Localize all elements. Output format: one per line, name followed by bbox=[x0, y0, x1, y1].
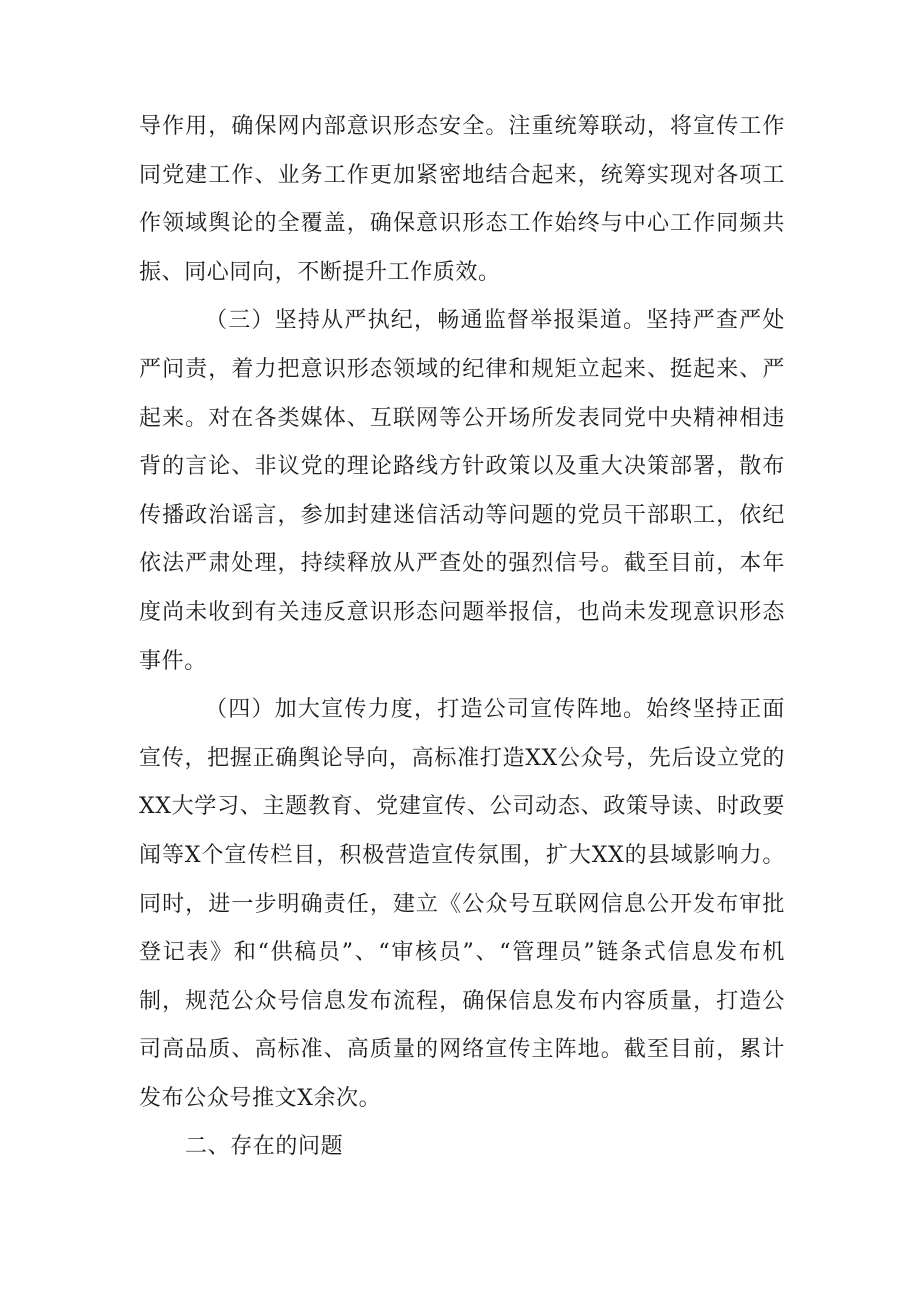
paragraph-continuation: 导作用，确保网内部意识形态安全。注重统筹联动，将宣传工作同党建工作、业务工作更加紧密地结合起来，统筹实现对各项工作领域舆论的全覆盖，确保意识形态工作始终与中心工作同频共振、同心同向，不断提升工作质效。 bbox=[139, 114, 785, 285]
document-body bbox=[139, 103, 785, 1172]
section-heading: 二、存在的问题 bbox=[185, 1134, 344, 1160]
paragraph-section-four: （四）加大宣传力度，打造公司宣传阵地。始终坚持正面宣传，把握正确舆论导向，高标准打造XX公众号，先后设立党的XX大学习、主题教育、党建宣传、公司动态、政策导读、时政要闻等X个宣传栏目，积极营造宣传氛围，扩大XX的县域影响力。同时，进一步明确责任，建立《公众号互联网信息公开发布审批登记表》和“供稿员”、“审核员”、“管理员”链条式信息发布机制，规范公众号信息发布流程，确保信息发布内容质量，打造公司高品质、高标准、高质量的网络宣传主阵地。截至目前，累计发布公众号推文X余次。 bbox=[139, 697, 785, 1111]
paragraph-section-three: （三）坚持从严执纪，畅通监督举报渠道。坚持严查严处严问责，着力把意识形态领域的纪律和规矩立起来、挺起来、严起来。对在各类媒体、互联网等公开场所发表同党中央精神相违背的言论、非议党的理论路线方针政策以及重大决策部署，散布传播政治谣言，参加封建迷信活动等问题的党员干部职工，依纪依法严肃处理，持续释放从严查处的强烈信号。截至目前，本年度尚未收到有关违反意识形态问题举报信，也尚未发现意识形态事件。 bbox=[139, 308, 785, 674]
